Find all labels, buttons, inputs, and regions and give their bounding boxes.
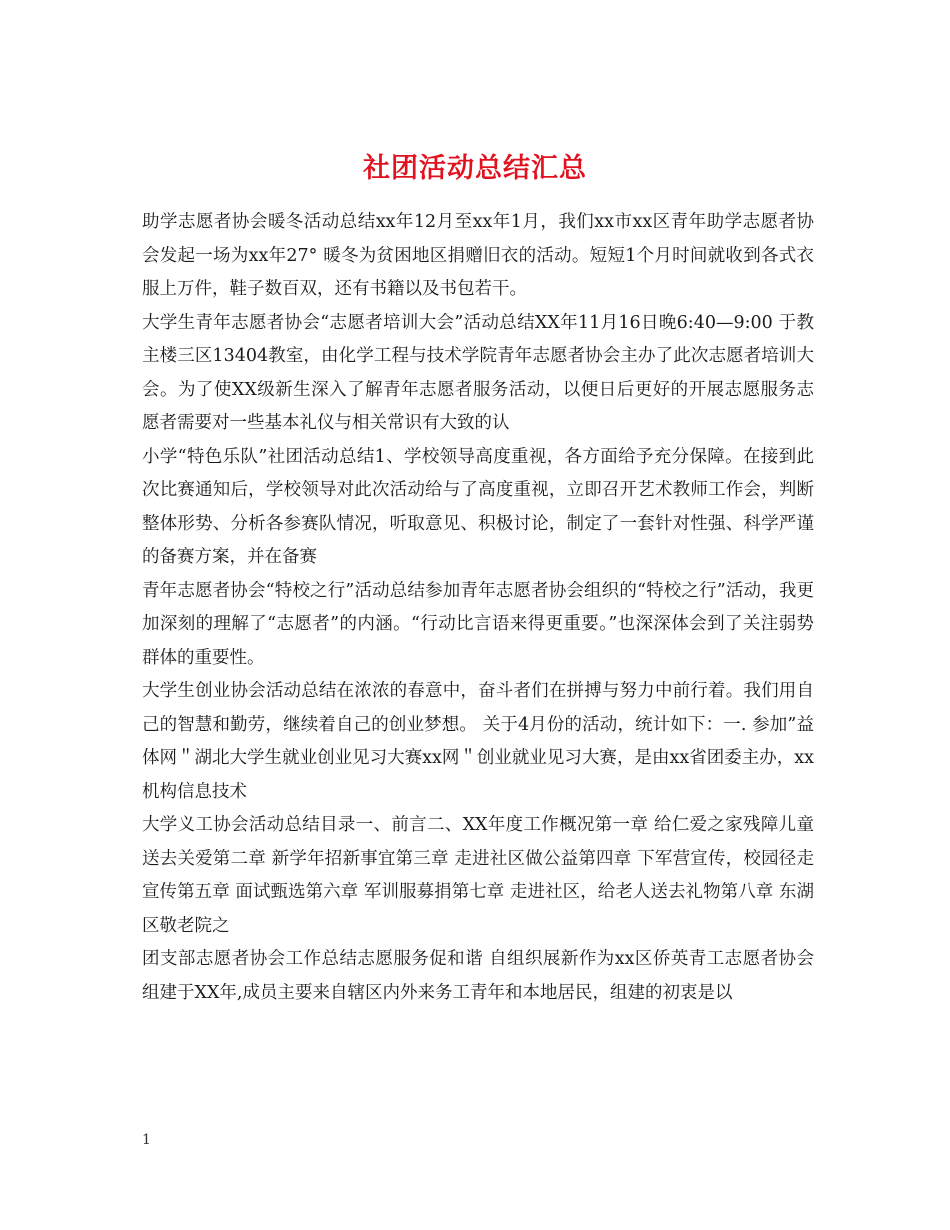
paragraph-league-branch: 团支部志愿者协会工作总结志愿服务促和谐 自组织展新作为xx区侨英青工志愿者协会组建于XX年,成员主要来自辖区内外来务工青年和本地居民，组建的初衷是以 [142,949,814,1003]
paragraph-school-band: 小学“特色乐队”社团活动总结1、学校领导高度重视，各方面给予充分保障。在接到此次比赛通知后，学校领导对此次活动给与了高度重视，立即召开艺术教师工作会，判断整体形势、分析各参赛队情况，听取意见、积极讨论，制定了一套针对性强、科学严谨的备赛方案，并在备赛 [142,446,814,567]
paragraph-volunteer-training: 大学生青年志愿者协会“志愿者培训大会”活动总结XX年11月16日晚6:40—9:00 于教主楼三区13404教室，由化学工程与技术学院青年志愿者协会主办了此次志愿者培训大会。为了使XX级新生深入了解青年志愿者服务活动，以便日后更好的开展志愿服务志愿者需要对一些基本礼仪与相关常识有大致的认 [142,312,814,433]
document-body [142,206,814,1010]
paragraph-entrepreneurship: 大学生创业协会活动总结在浓浓的春意中，奋斗者们在拼搏与努力中前行着。我们用自己的智慧和勤劳，继续着自己的创业梦想。 关于4月份的活动，统计如下：一. 参加”益体网＂湖北大学生就业创业见习大赛xx网＂创业就业见习大赛，是由xx省团委主办，xx机构信息技术 [142,681,814,802]
paragraph-special-school-visit: 青年志愿者协会“特校之行”活动总结参加青年志愿者协会组织的“特校之行”活动，我更加深刻的理解了“志愿者”的内涵。“行动比言语来得更重要。”也深深体会到了关注弱势群体的重要性。 [142,580,814,668]
page-number: 1 [142,1132,151,1148]
paragraph-winter-warmth: 助学志愿者协会暖冬活动总结xx年12月至xx年1月，我们xx市xx区青年助学志愿者协会发起一场为xx年27° 暖冬为贫困地区捐赠旧衣的活动。短短1个月时间就收到各式衣服上万件，鞋子数百双，还有书籍以及书包若干。 [142,212,814,299]
page-title: 社团活动总结汇总 [363,153,587,185]
paragraph-volunteer-association-toc: 大学义工协会活动总结目录一、前言二、XX年度工作概况第一章 给仁爱之家残障儿童送去关爱第二章 新学年招新事宜第三章 走进社区做公益第四章 下军营宣传，校园径走宣传第五章 面试甄选第六章 军训服募捐第七章 走进社区，给老人送去礼物第八章 东湖区敬老院之 [142,815,814,936]
